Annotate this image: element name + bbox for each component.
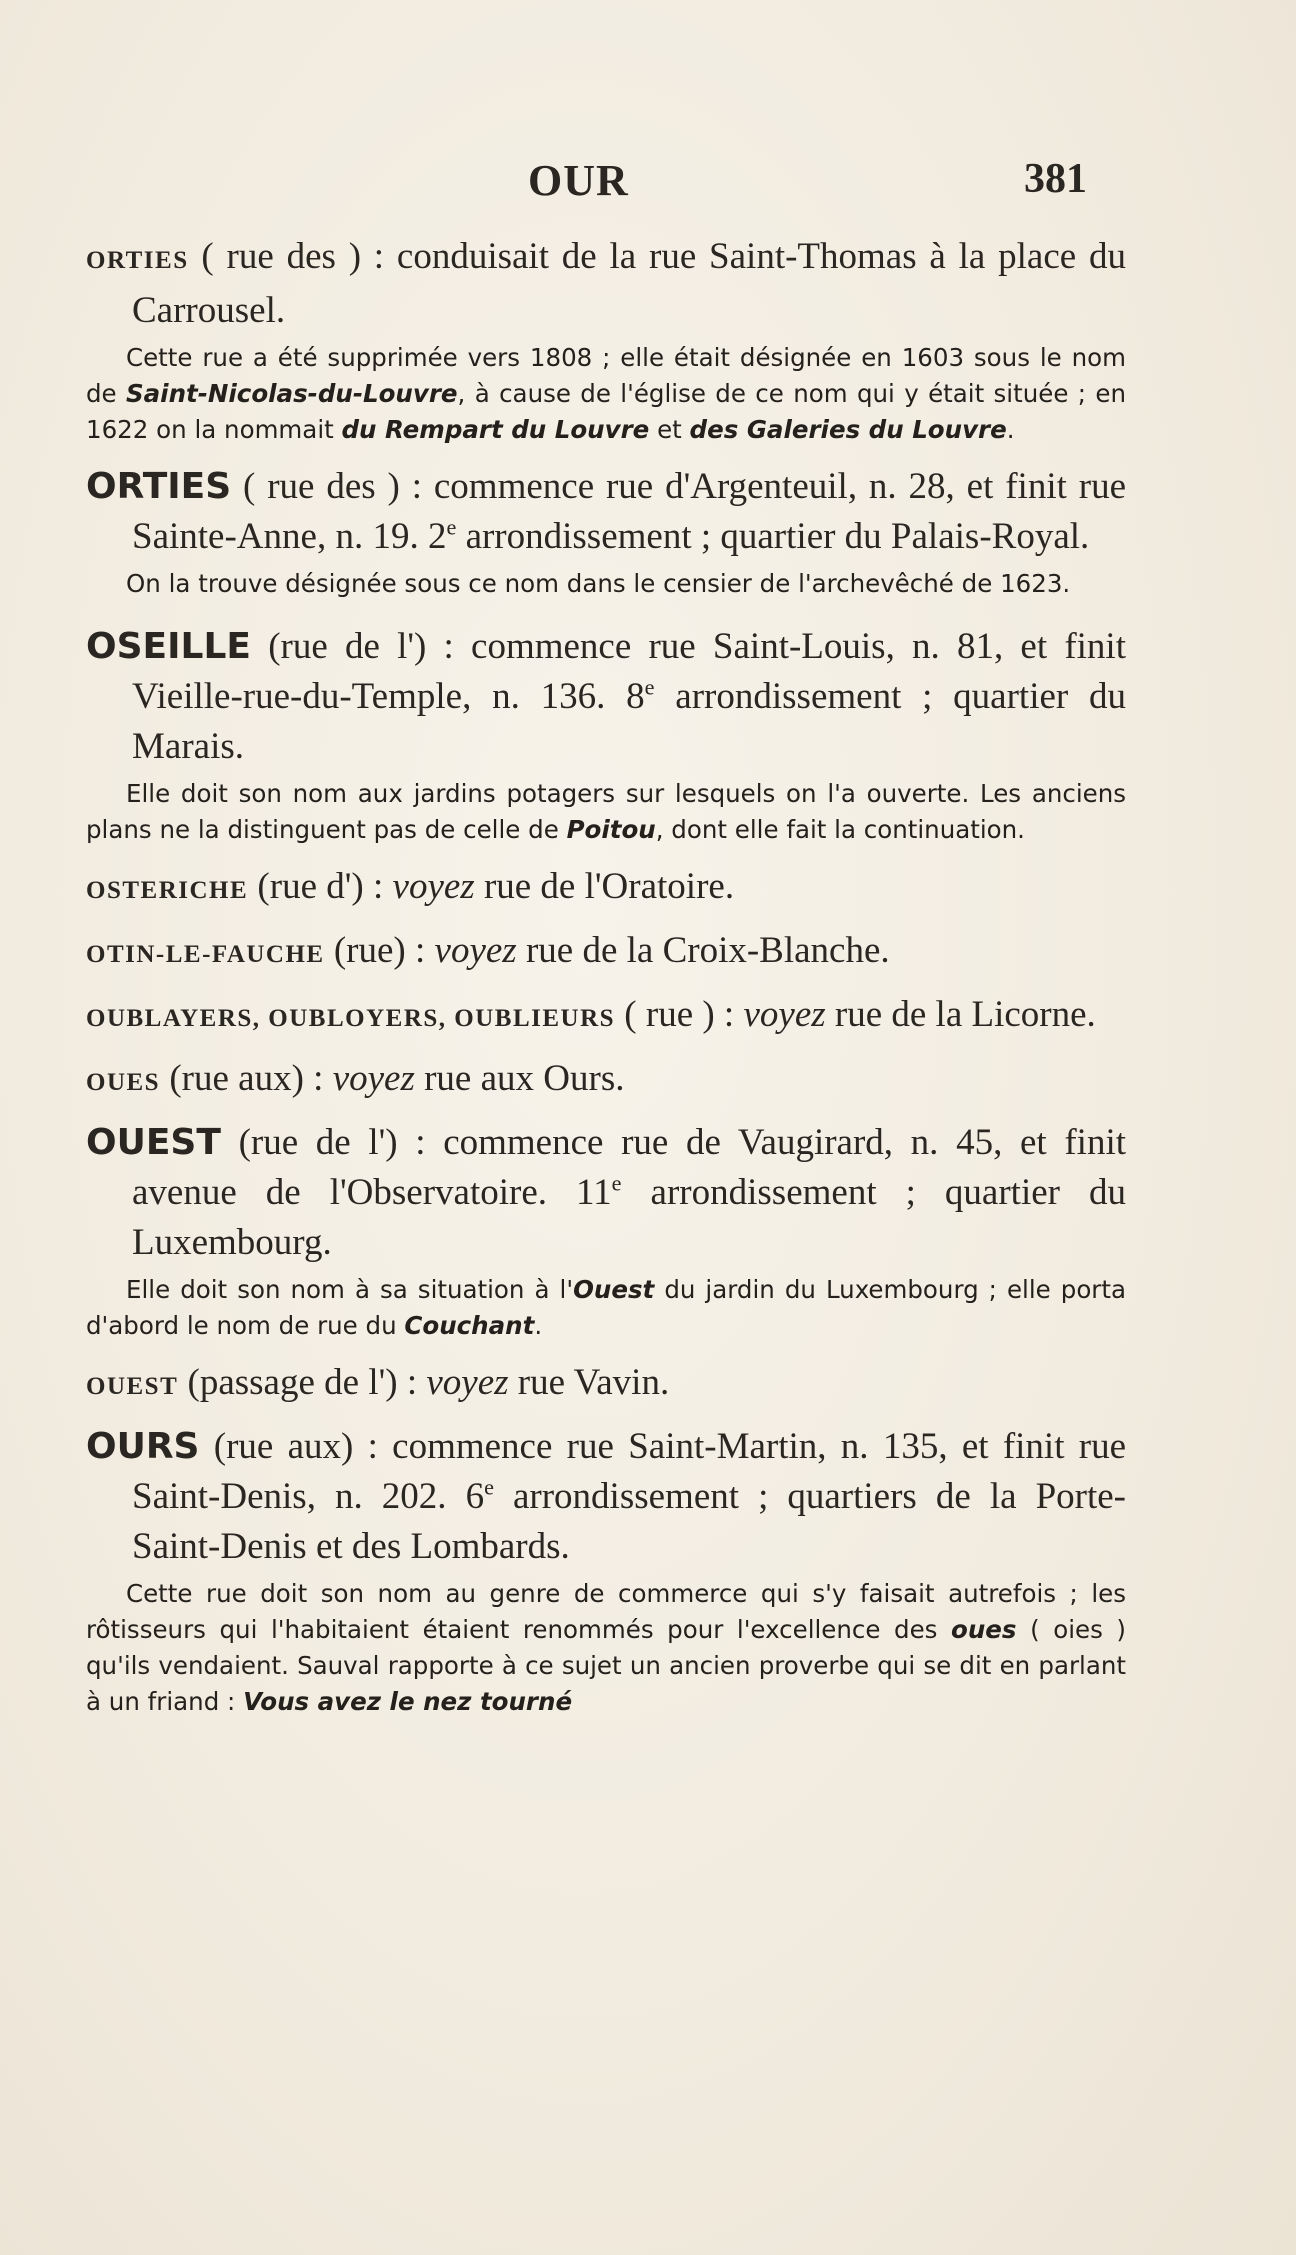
note-italic: Ouest [573,1275,655,1304]
entry-otin-le-fauche [86,926,1126,980]
entry-text: ( rue ) : [615,994,744,1035]
entry-oseille [86,622,1126,772]
superscript: e [484,1474,494,1500]
entry-text: (rue de l') : commence rue de Vaugirard, n. 45, et finit avenue de l'Observatoire. 11 [132,1122,1126,1213]
entry-text: (rue de l') : commence rue Saint-Louis, n. 81, et finit Vieille-rue-du-Temple, n. 136. 8 [132,626,1126,717]
note-italic: Poitou [566,815,656,844]
note-ouest [86,1272,1126,1344]
entry-osteriche [86,862,1126,916]
note-oseille [86,776,1126,848]
note-text: Elle doit son nom aux jardins potagers sur lesquels on l'a ouverte. Les anciens plans ne la distinguent pas de celle de [86,779,1126,844]
entry-text: arrondissement ; quartiers de la Porte-Saint-Denis et des Lombards. [132,1476,1126,1567]
entry-text: arrondissement ; quartier du Palais-Royal. [456,516,1090,557]
entry-text: rue de la Licorne. [825,994,1096,1035]
note-orties [86,566,1126,602]
note-ours [86,1576,1126,1720]
note-text: . [1006,415,1015,444]
note-text: . [534,1311,543,1340]
note-text: , à cause de l'église de ce nom qui y était située ; en 1622 on la nommait [86,379,1126,444]
entry-oues [86,1054,1126,1108]
note-text: Cette rue doit son nom au genre de commerce qui s'y faisait autrefois ; les rôtisseurs qui l'habitaient étaient renommés pour l'excellence des [86,1579,1126,1644]
entry-italic: voyez [743,994,826,1035]
entry-italic: voyez [434,930,517,971]
entry-text: rue de l'Oratoire. [474,866,735,907]
note-text: et [649,415,690,444]
running-head: OUR [528,156,629,205]
entry-orties [86,462,1126,562]
note-text: Elle doit son nom à sa situation à l' [126,1275,574,1304]
note-italic: Couchant [404,1311,535,1340]
entry-italic: voyez [426,1362,509,1403]
entry-text: rue de la Croix-Blanche. [516,930,890,971]
page-body [86,232,1126,1734]
note-text: ( oies ) qu'ils vendaient. Sauval rapporte à ce sujet un ancien proverbe qui se dit en parlant à un friand : [86,1615,1126,1716]
note-text: , dont elle fait la continuation. [655,815,1025,844]
note-italic: Saint-Nicolas-du-Louvre [126,379,458,408]
note-italic: oues [951,1615,1017,1644]
entry-italic: voyez [332,1058,415,1099]
entry-text: (rue d') : [248,866,393,907]
entry-headword: OSEILLE [86,626,251,667]
entry-text: ( rue des ) : conduisait de la rue Saint-Thomas à la place du Carrousel. [132,236,1126,331]
entry-ours [86,1422,1126,1572]
entry-text: arrondissement ; quartier du Luxembourg. [132,1172,1126,1263]
entry-headword: OSTERICHE [86,877,249,904]
entry-headword: OUES [86,1069,161,1096]
entry-text: (rue aux) : [160,1058,333,1099]
entry-text: rue Vavin. [508,1362,670,1403]
entry-text: arrondissement ; quartier du Marais. [132,676,1127,767]
note-italic: des Galeries du Louvre [689,415,1007,444]
superscript: e [611,1170,622,1196]
entry-headword: ORTIES [86,247,189,274]
entry-passage-ouest [86,1358,1126,1412]
entry-text: rue aux Ours. [414,1058,625,1099]
entry-orties-old [86,232,1126,336]
superscript: e [446,514,457,540]
page-header [0,155,1296,215]
note-orties-old [86,340,1126,448]
entry-text: ( rue des ) : commence rue d'Argenteuil, n. 28, et finit rue Sainte-Anne, n. 19. 2 [132,466,1126,557]
entry-oublayers [86,990,1126,1044]
entry-text: (rue aux) : commence rue Saint-Martin, n. 135, et finit rue Saint-Denis, n. 202. 6 [132,1426,1126,1517]
note-text: du jardin du Luxembourg ; elle porta d'abord le nom de rue du [86,1275,1126,1340]
entry-headword: ORTIES [86,466,232,507]
note-text: On la trouve désignée sous ce nom dans le censier de l'archevêché de 1623. [126,569,1071,598]
entry-text: (rue) : [324,930,435,971]
entry-headword: OUBLAYERS, OUBLOYERS, OUBLIEURS [86,1005,616,1032]
page-number: 381 [1024,156,1087,202]
entry-text: (passage de l') : [178,1362,427,1403]
entry-italic: voyez [392,866,475,907]
entry-ouest [86,1118,1126,1268]
entry-headword: OURS [86,1426,200,1467]
entry-headword: OTIN-LE-FAUCHE [86,941,325,968]
note-italic: Vous avez le nez tourné [243,1687,573,1716]
note-italic: du Rempart du Louvre [341,415,650,444]
superscript: e [644,674,655,700]
entry-headword: OUEST [86,1122,221,1163]
entry-headword: OUEST [86,1373,179,1400]
note-text: Cette rue a été supprimée vers 1808 ; elle était désignée en 1603 sous le nom de [86,343,1126,408]
